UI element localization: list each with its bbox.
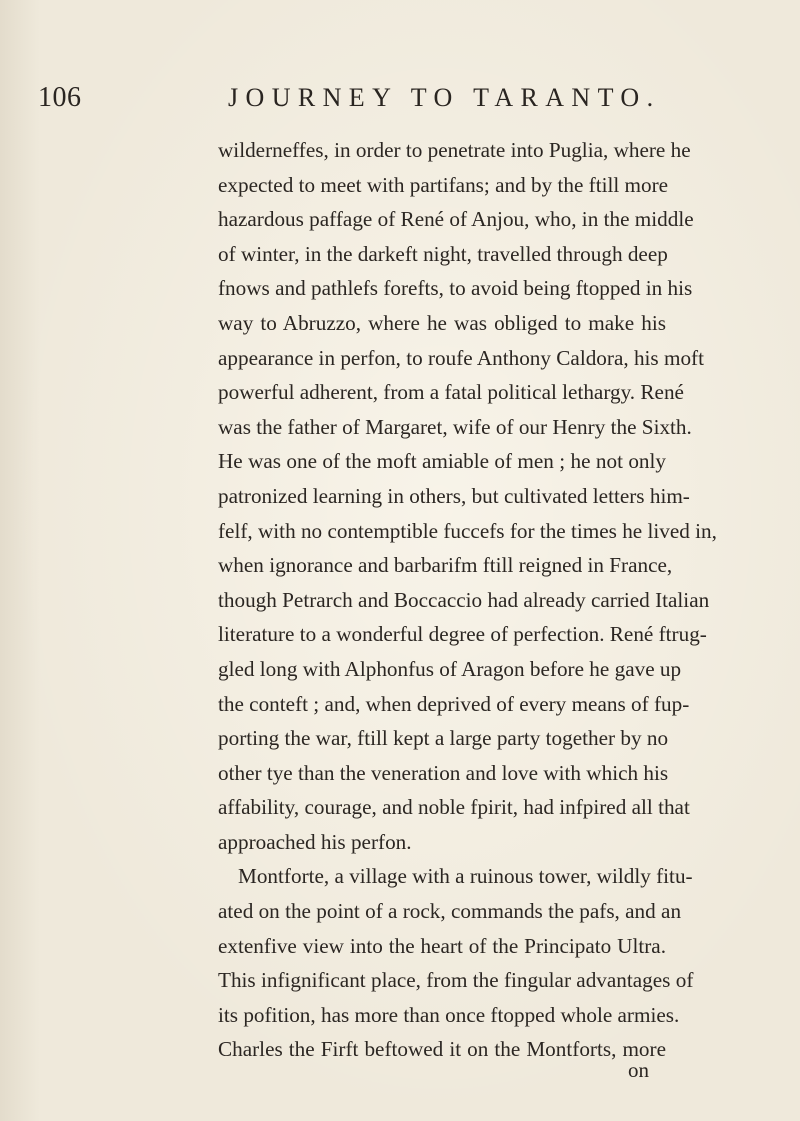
text-line: wilderneffes, in order to penetrate into Puglia, where he <box>218 138 691 162</box>
text-line: appearance in perfon, to roufe Anthony Caldora, his moft <box>218 345 704 370</box>
text-line: hazardous paffage of René of Anjou, who, in the middle <box>218 207 694 232</box>
text-line: its pofition, has more than once ftopped whole armies. <box>218 1002 680 1027</box>
text-line: the conteft ; and, when deprived of every means of fup- <box>218 691 690 716</box>
text-line: way to Abruzzo, where he was obliged to make his <box>218 310 666 335</box>
body-text <box>218 133 717 1067</box>
text-line: fnows and pathlefs forefts, to avoid being ftopped in his <box>218 276 693 301</box>
text-line: patronized learning in others, but cultivated letters him- <box>218 483 690 508</box>
text-line: gled long with Alphonfus of Aragon before he gave up <box>218 656 682 681</box>
paragraph-start-line: Montforte, a village with a ruinous tower, wildly fitu- <box>238 864 693 889</box>
text-line: affability, courage, and noble fpirit, had infpired all that <box>218 795 690 820</box>
text-line: He was one of the moft amiable of men ; he not only <box>218 449 666 474</box>
text-line: though Petrarch and Boccaccio had already carried Italian <box>218 587 710 612</box>
text-line: expected to meet with partifans; and by the ftill more <box>218 172 669 197</box>
text-line: extenfive view into the heart of the Principato Ultra. <box>218 933 666 958</box>
text-line: porting the war, ftill kept a large party together by no <box>218 726 669 751</box>
text-line: felf, with no contemptible fuccefs for the times he lived in, <box>218 518 717 543</box>
text-line: when ignorance and barbarifm ftill reigned in France, <box>218 553 673 578</box>
text-line: This infignificant place, from the fingular advantages of <box>218 968 694 993</box>
text-line: was the father of Margaret, wife of our Henry the Sixth. <box>218 414 692 439</box>
text-line: approached his perfon. <box>218 829 412 854</box>
text-line: ated on the point of a rock, commands the pafs, and an <box>218 899 682 924</box>
text-line: literature to a wonderful degree of perfection. René ftrug- <box>218 622 707 647</box>
text-line: other tye than the veneration and love with which his <box>218 760 669 785</box>
text-line: Charles the Firft beftowed it on the Montforts, more <box>218 1037 666 1062</box>
text-line: of winter, in the darkeft night, travelled through deep <box>218 241 668 266</box>
catchword: on <box>628 1058 649 1082</box>
page-number: 106 <box>38 82 82 113</box>
text-line: powerful adherent, from a fatal political lethargy. René <box>218 380 684 405</box>
running-head: JOURNEY TO TARANTO. <box>228 83 661 112</box>
